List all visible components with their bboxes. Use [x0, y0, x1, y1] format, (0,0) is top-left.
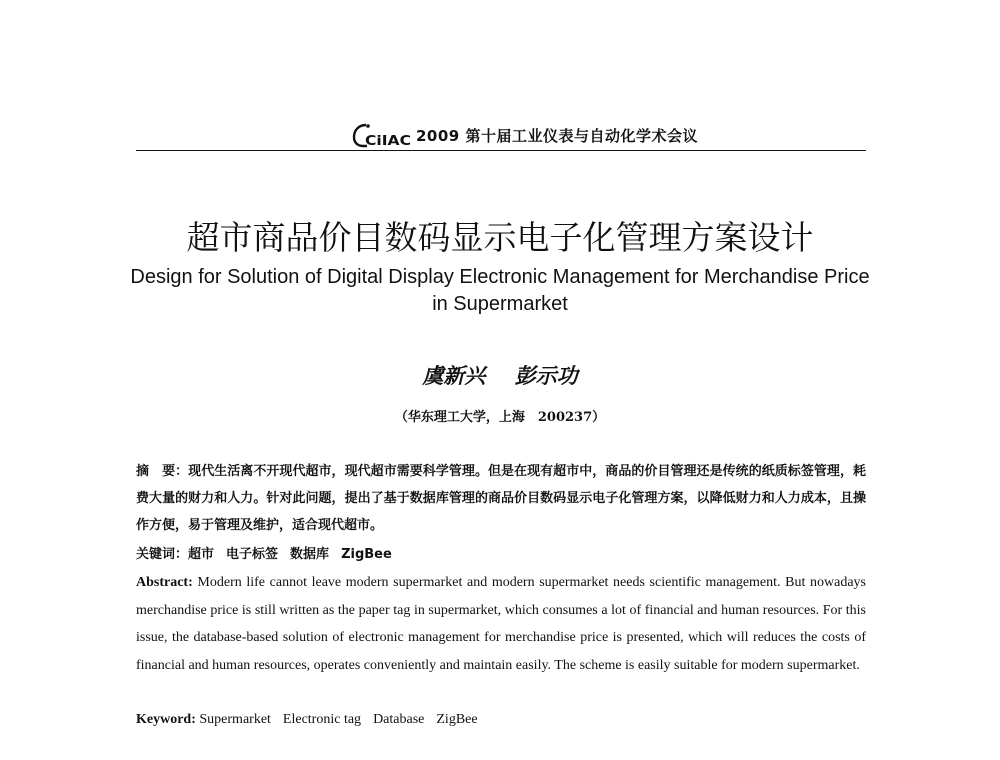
- abstract-zh-text: 现代生活离不开现代超市，现代超市需要科学管理。但是在现有超市中，商品的价目管理还是传统的纸质标签管理，耗费大量的财力和人力。针对此问题，提出了基于数据库管理的商品价目数码显示电子化管理方案，以降低财力和人力成本，且操作方便，易于管理及维护，适合现代超市。: [136, 464, 866, 533]
- keywords-chinese: [136, 541, 866, 568]
- keywords-zh-label: 关键词：: [136, 547, 189, 562]
- keyword-zh-4: ZigBee: [341, 547, 392, 562]
- header-rule: [136, 150, 866, 151]
- abstract-en-text: Modern life cannot leave modern supermarket and modern supermarket needs scientific management. But nowadays merchandise price is still written as the paper tag in supermarket, which consumes a lot of financial and human resources. For this issue, the database-based solution of electronic management for merchandise price is presented, which will reduces the costs of financial and human resources, operates conveniently and maintain easily. The scheme is easily suitable for modern supermarket.: [136, 575, 867, 673]
- title-english: Design for Solution of Digital Display Electronic Management for Merchandise Price in Supermarket: [130, 266, 870, 315]
- abstract-en-label: Abstract:: [136, 575, 193, 590]
- keyword-en-1: Supermarket: [199, 712, 271, 727]
- keyword-zh-3: 数据库: [290, 547, 330, 562]
- title-chinese: 超市商品价目数码显示电子化管理方案设计: [186, 218, 814, 257]
- logo-text: CiIAC: [365, 134, 411, 148]
- keywords-en-label: Keyword:: [136, 712, 196, 727]
- keyword-zh-1: 超市: [188, 547, 215, 562]
- abstract-chinese: [136, 458, 866, 539]
- keyword-zh-2: 电子标签: [226, 547, 279, 562]
- keyword-en-4: ZigBee: [436, 712, 478, 727]
- keyword-en-2: Electronic tag: [282, 712, 362, 727]
- abstract-zh-label: 摘 要：: [136, 464, 189, 479]
- affiliation: （华东理工大学，上海 200237）: [394, 410, 606, 425]
- keywords-english: [136, 706, 866, 733]
- conference-logo-icon: [352, 122, 414, 148]
- conference-name: 2009 第十届工业仪表与自动化学术会议: [416, 127, 698, 145]
- running-head: [136, 116, 866, 152]
- authors: 虞新兴 彭示功: [422, 363, 578, 388]
- abstract-english: [136, 569, 866, 679]
- keyword-en-3: Database: [373, 712, 425, 727]
